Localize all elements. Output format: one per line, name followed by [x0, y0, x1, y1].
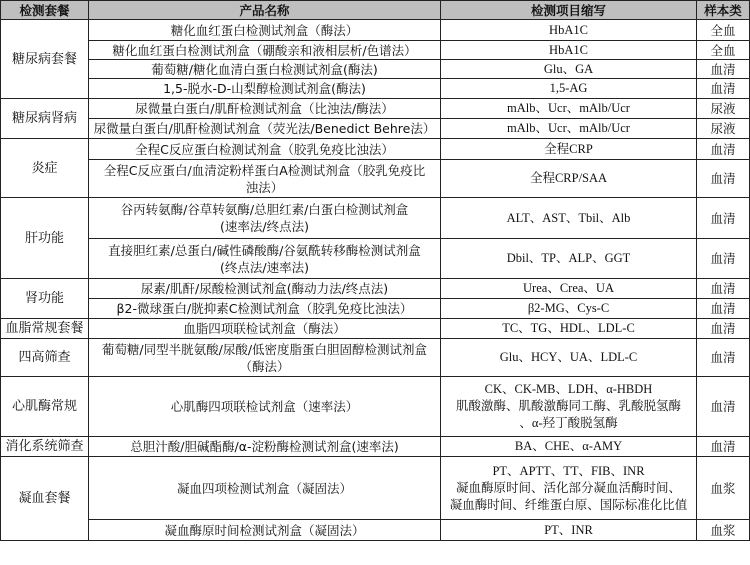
product-line: 葡萄糖/同型半胱氨酸/尿酸/低密度脂蛋白胆固醇检测试剂盒 [101, 341, 428, 357]
abbr-line: Urea、Crea、UA [523, 281, 614, 295]
product-cell [89, 319, 441, 339]
product-cell [89, 119, 441, 139]
product-line: (终点法/速率法) [220, 259, 309, 275]
abbr-cell [441, 239, 697, 279]
package-cell: 糖尿病套餐 [1, 20, 89, 99]
package-cell: 肾功能 [1, 279, 89, 319]
abbr-cell [441, 520, 697, 541]
table-row [1, 79, 750, 99]
table-row [1, 319, 750, 339]
product-cell [89, 79, 441, 99]
product-cell [89, 20, 441, 41]
abbr-line: 1,5-AG [549, 81, 588, 95]
sample-cell: 尿液 [697, 119, 750, 139]
sample-cell: 血清 [697, 299, 750, 319]
abbr-cell [441, 41, 697, 60]
sample-cell: 尿液 [697, 99, 750, 119]
table-row [1, 437, 750, 457]
table-row [1, 41, 750, 60]
abbr-cell [441, 198, 697, 239]
abbr-line: BA、CHE、α-AMY [514, 439, 623, 453]
product-line: 尿微量白蛋白/肌酐检测试剂盒（荧光法/Benedict Behre法） [93, 121, 436, 136]
product-line: （酶法） [239, 358, 290, 374]
product-cell [89, 437, 441, 457]
abbr-line: Glu、GA [543, 61, 594, 76]
abbr-cell [441, 119, 697, 139]
table-row [1, 119, 750, 139]
table-row [1, 339, 750, 377]
abbr-cell [441, 79, 697, 99]
package-cell: 消化系统筛查 [1, 437, 89, 457]
sample-cell: 血浆 [697, 457, 750, 520]
table-row [1, 20, 750, 41]
abbr-cell [441, 160, 697, 198]
table-row [1, 99, 750, 119]
product-line: 浊法） [245, 179, 284, 195]
product-cell [89, 239, 441, 279]
sample-cell: 血清 [697, 339, 750, 377]
sample-cell: 血浆 [697, 520, 750, 541]
table-row [1, 239, 750, 279]
package-cell: 四高筛查 [1, 339, 89, 377]
sample-cell: 血清 [697, 437, 750, 457]
product-cell [89, 160, 441, 198]
package-cell: 心肌酶常规 [1, 377, 89, 437]
product-cell [89, 520, 441, 541]
abbr-line: 全程CRP [544, 141, 593, 156]
product-line: 谷丙转氨酶/谷草转氨酶/总胆红素/白蛋白检测试剂盒 [120, 202, 409, 217]
product-cell [89, 139, 441, 160]
abbr-cell [441, 20, 697, 41]
sample-cell: 血清 [697, 79, 750, 99]
table-row [1, 299, 750, 319]
abbr-line: CK、CK-MB、LDH、α-HBDH [484, 382, 653, 396]
product-cell [89, 279, 441, 299]
sample-cell: 血清 [697, 239, 750, 279]
package-cell: 肝功能 [1, 198, 89, 279]
abbr-line: 、α-羟丁酸脱氢酶 [519, 416, 618, 430]
abbr-line: β2-MG、Cys-C [527, 301, 610, 315]
header-row [1, 1, 750, 20]
abbr-line: Dbil、TP、ALP、GGT [506, 251, 631, 265]
product-line: 尿素/肌酐/尿酸检测试剂盒(酶动力法/终点法) [140, 281, 389, 296]
header-abbr: 检测项目缩写 [441, 1, 697, 20]
product-line: 心肌酶四项联检试剂盒（速率法） [170, 399, 359, 414]
sample-cell: 血清 [697, 139, 750, 160]
package-cell: 凝血套餐 [1, 457, 89, 541]
table-row [1, 377, 750, 437]
product-cell [89, 339, 441, 377]
package-cell: 炎症 [1, 139, 89, 198]
abbr-line: 肌酸激酶、肌酸激酶同工酶、乳酸脱氢酶 [455, 399, 681, 413]
product-line: 葡萄糖/糖化血清白蛋白检测试剂盒(酶法) [151, 61, 378, 77]
product-line: 直接胆红素/总蛋白/碱性磷酸酶/谷氨酰转移酶检测试剂盒 [108, 242, 421, 258]
abbr-cell [441, 139, 697, 160]
table-row [1, 279, 750, 299]
abbr-cell [441, 99, 697, 119]
abbr-line: HbA1C [549, 42, 588, 57]
product-line: 凝血酶原时间检测试剂盒（凝固法） [164, 522, 365, 538]
package-cell: 血脂常规套餐 [1, 319, 89, 339]
header-sample: 样本类 [697, 1, 750, 20]
table-row [1, 139, 750, 160]
abbr-cell [441, 339, 697, 377]
abbr-cell [441, 60, 697, 79]
table-row [1, 60, 750, 79]
header-product: 产品名称 [89, 1, 441, 20]
product-cell [89, 299, 441, 319]
sample-cell: 血清 [697, 60, 750, 79]
product-line: 全程C反应蛋白/血清淀粉样蛋白A检测试剂盒（胶乳免疫比 [103, 162, 426, 178]
sample-cell: 血清 [697, 377, 750, 437]
abbr-line: 凝血酶原时间、活化部分凝血活酶时间、 [455, 480, 681, 495]
product-cell [89, 457, 441, 520]
abbr-cell [441, 377, 697, 437]
product-line: 凝血四项检测试剂盒（凝固法） [176, 480, 352, 496]
product-line: 1,5-脱水-D-山梨醇检测试剂盒(酶法) [163, 81, 366, 96]
abbr-line: HbA1C [549, 22, 588, 37]
abbr-cell [441, 437, 697, 457]
abbr-line: PT、INR [544, 522, 593, 537]
header-package: 检测套餐 [1, 1, 89, 20]
sample-cell: 血清 [697, 319, 750, 339]
abbr-cell [441, 299, 697, 319]
abbr-line: PT、APTT、TT、FIB、INR [492, 463, 645, 478]
product-line: 总胆汁酸/胆碱酯酶/α-淀粉酶检测试剂盒(速率法) [130, 439, 399, 454]
table-body [1, 20, 750, 541]
product-line: β2-微球蛋白/胱抑素C检测试剂盒（胶乳免疫比浊法） [116, 301, 413, 316]
abbr-line: 凝血酶时间、纤维蛋白原、国际标准化比值 [449, 497, 688, 512]
abbr-cell [441, 319, 697, 339]
sample-cell: 全血 [697, 20, 750, 41]
product-line: 全程C反应蛋白检测试剂盒（胶乳免疫比浊法） [135, 141, 394, 157]
product-cell [89, 99, 441, 119]
sample-cell: 血清 [697, 279, 750, 299]
product-cell [89, 60, 441, 79]
product-line: 糖化血红蛋白检测试剂盒（硼酸亲和液相层析/色谱法） [112, 42, 417, 58]
sample-cell: 全血 [697, 41, 750, 60]
package-cell: 糖尿病肾病 [1, 99, 89, 139]
product-cell [89, 41, 441, 60]
abbr-line: ALT、AST、Tbil、Alb [506, 210, 631, 225]
table-row [1, 520, 750, 541]
abbr-line: TC、TG、HDL、LDL-C [502, 321, 635, 335]
table-row [1, 198, 750, 239]
product-line: 血脂四项联检试剂盒（酶法） [183, 321, 346, 336]
abbr-line: mAlb、Ucr、mAlb/Ucr [507, 101, 630, 115]
product-cell [89, 377, 441, 437]
abbr-cell [441, 457, 697, 520]
product-line: (速率法/终点法) [220, 219, 309, 234]
table-row [1, 160, 750, 198]
product-cell [89, 198, 441, 239]
product-line: 尿微量白蛋白/肌酐检测试剂盒（比浊法/酶法） [135, 101, 394, 116]
abbr-cell [441, 279, 697, 299]
abbr-line: 全程CRP/SAA [529, 171, 608, 185]
sample-cell: 血清 [697, 198, 750, 239]
product-line: 糖化血红蛋白检测试剂盒（酶法） [170, 22, 359, 38]
abbr-line: mAlb、Ucr、mAlb/Ucr [507, 121, 630, 135]
abbr-line: Glu、HCY、UA、LDL-C [499, 350, 638, 364]
table-row [1, 457, 750, 520]
sample-cell: 血清 [697, 160, 750, 198]
